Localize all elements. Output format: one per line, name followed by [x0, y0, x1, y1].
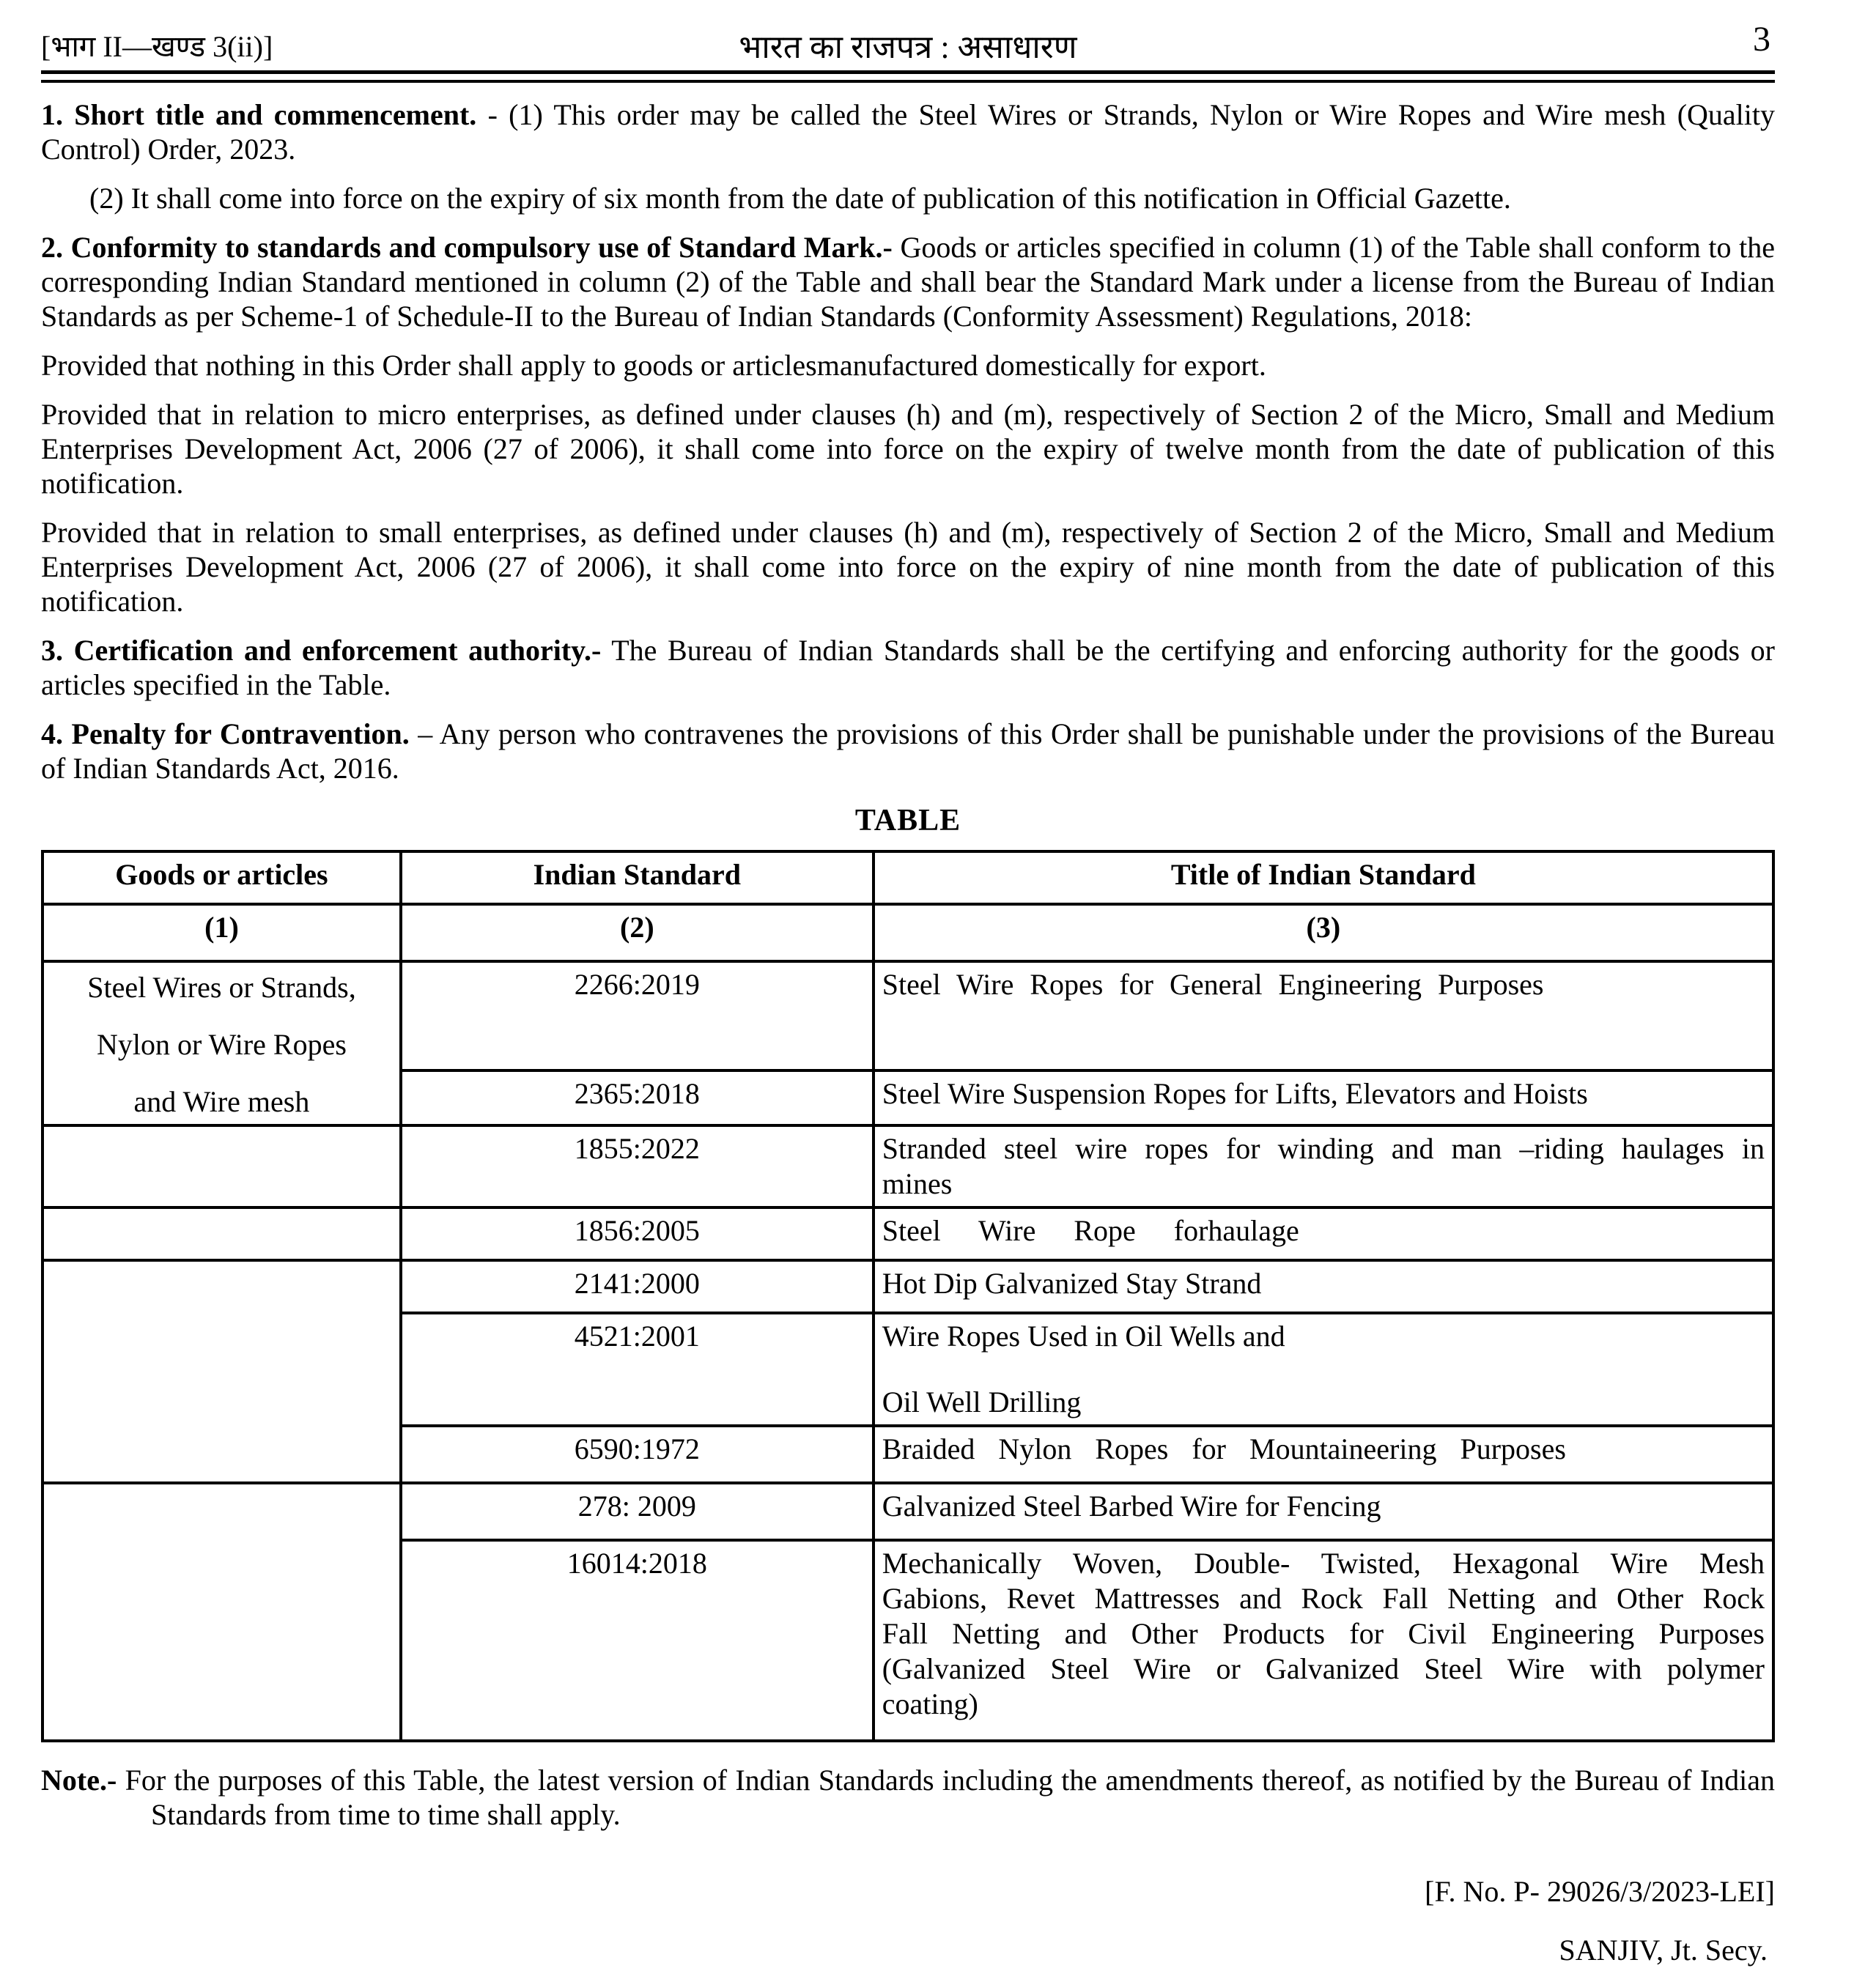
- standard-number: 1855:2022: [401, 1125, 874, 1207]
- standard-number: 2365:2018: [401, 1070, 874, 1125]
- clause-2-paragraph: [41, 230, 1775, 333]
- table-row: [43, 961, 1773, 1070]
- goods-cell-empty: [43, 1483, 401, 1741]
- note-text: For the purposes of this Table, the latest version of Indian Standards including the amendments thereof, as notified by the Bureau of Indian Standards from time to time shall apply.: [117, 1764, 1775, 1831]
- clause-3-text: The Bureau of Indian Standards shall be the certifying and enforcing authority for the goods or articles specified in the Table.: [41, 634, 1775, 701]
- table-row: [43, 1125, 1773, 1207]
- standard-title: Steel Wire Rope forhaulage: [874, 1207, 1773, 1260]
- table-header-row: [43, 851, 1773, 904]
- clause-1-heading: 1. Short title and commencement.: [41, 98, 477, 131]
- standard-title: Mechanically Woven, Double- Twisted, Hexagonal Wire Mesh Gabions, Revet Mattresses and Rock Fall Netting and Other Rock Fall Netting and Other Products for Civil Engineering Purposes (Galvanized Steel Wire or Galvanized Steel Wire with polymer coating): [874, 1540, 1773, 1741]
- standard-number: 278: 2009: [401, 1483, 874, 1540]
- column-number-3: (3): [874, 904, 1773, 961]
- standard-title: [874, 1313, 1773, 1426]
- standard-title: Stranded steel wire ropes for winding and man –riding haulages in mines: [874, 1125, 1773, 1207]
- clause-2-heading: 2. Conformity to standards and compulsory use of Standard Mark.-: [41, 231, 893, 264]
- proviso-export: Provided that nothing in this Order shall apply to goods or articlesmanufactured domestically for export.: [41, 349, 1266, 382]
- table-row: [43, 1207, 1773, 1260]
- header-divider-rule: [41, 70, 1775, 83]
- goods-cell: [43, 961, 401, 1125]
- clause-1-paragraph: [41, 97, 1775, 166]
- goods-cell-empty: [43, 1207, 401, 1260]
- goods-line-1: Steel Wires or Strands,: [87, 971, 356, 1004]
- header-gazette-title: भारत का राजपत्र : असाधारण: [739, 29, 1077, 65]
- note-label: Note.-: [41, 1764, 117, 1797]
- goods-line-2: Nylon or Wire Ropes: [96, 1028, 347, 1061]
- standard-number: 6590:1972: [401, 1426, 874, 1483]
- goods-cell-empty: [43, 1125, 401, 1207]
- table-numbering-row: [43, 904, 1773, 961]
- standard-number: 4521:2001: [401, 1313, 874, 1426]
- column-number-1: (1): [43, 904, 401, 961]
- standard-title: Hot Dip Galvanized Stay Strand: [874, 1260, 1773, 1313]
- clause-2-text: Goods or articles specified in column (1) of the Table shall conform to the corresponding Indian Standard mentioned in column (2) of the Table and shall bear the Standard Mark under a license from the Bureau of Indian Standards as per Scheme-1 of Schedule-II to the Bureau of Indian Standards (Conformity Assessment) Regulations, 2018:: [41, 231, 1775, 333]
- header-part-section: [भाग II—खण्ड 3(ii)]: [41, 30, 273, 63]
- standard-title-line-1: Wire Ropes Used in Oil Wells and: [882, 1320, 1285, 1353]
- clause-1-subclause-2: (2) It shall come into force on the expiry of six month from the date of publication of this notification in Official Gazette.: [89, 182, 1511, 215]
- goods-cell-empty: [43, 1260, 401, 1483]
- column-header-title: Title of Indian Standard: [874, 851, 1773, 904]
- column-number-2: (2): [401, 904, 874, 961]
- signatory: SANJIV, Jt. Secy.: [1559, 1934, 1768, 1967]
- table-row: [43, 1483, 1773, 1540]
- clause-3-paragraph: [41, 633, 1775, 702]
- standard-number: 2141:2000: [401, 1260, 874, 1313]
- proviso-micro-enterprises: Provided that in relation to micro enterprises, as defined under clauses (h) and (m), respectively of Section 2 of the Micro, Small and Medium Enterprises Development Act, 2006 (27 of 2006), it shall come into force on the expiry of twelve month from the date of publication of this notification.: [41, 398, 1775, 500]
- column-header-standard: Indian Standard: [401, 851, 874, 904]
- table-note: [41, 1763, 1775, 1832]
- proviso-small-enterprises: Provided that in relation to small enterprises, as defined under clauses (h) and (m), respectively of Section 2 of the Micro, Small and Medium Enterprises Development Act, 2006 (27 of 2006), it shall come into force on the expiry of nine month from the date of publication of this notification.: [41, 516, 1775, 618]
- standards-table: [41, 850, 1775, 1742]
- standard-title: Steel Wire Ropes for General Engineering Purposes: [874, 961, 1773, 1070]
- standard-number: 16014:2018: [401, 1540, 874, 1741]
- table-row: [43, 1260, 1773, 1313]
- table-title: TABLE: [854, 804, 961, 837]
- standard-title: Steel Wire Suspension Ropes for Lifts, Elevators and Hoists: [874, 1070, 1773, 1125]
- goods-line-3: and Wire mesh: [133, 1085, 310, 1118]
- page-header: [41, 19, 1775, 64]
- clause-4-paragraph: [41, 717, 1775, 785]
- standard-title-line-2: Oil Well Drilling: [882, 1386, 1082, 1418]
- clause-3-heading: 3. Certification and enforcement authority.-: [41, 634, 602, 667]
- column-header-goods: Goods or articles: [43, 851, 401, 904]
- standard-number: 1856:2005: [401, 1207, 874, 1260]
- clause-4-text: – Any person who contravenes the provisions of this Order shall be punishable under the provisions of the Bureau of Indian Standards Act, 2016.: [41, 717, 1775, 785]
- standard-title: Galvanized Steel Barbed Wire for Fencing: [874, 1483, 1773, 1540]
- clause-4-heading: 4. Penalty for Contravention.: [41, 717, 410, 750]
- standard-number: 2266:2019: [401, 961, 874, 1070]
- standard-title: Braided Nylon Ropes for Mountaineering Purposes: [874, 1426, 1773, 1483]
- file-number: [F. No. P- 29026/3/2023-LEI]: [1425, 1875, 1775, 1908]
- page-number: 3: [1753, 20, 1770, 59]
- clause-1-text: - (1) This order may be called the Steel Wires or Strands, Nylon or Wire Ropes and Wire mesh (Quality Control) Order, 2023.: [41, 98, 1775, 166]
